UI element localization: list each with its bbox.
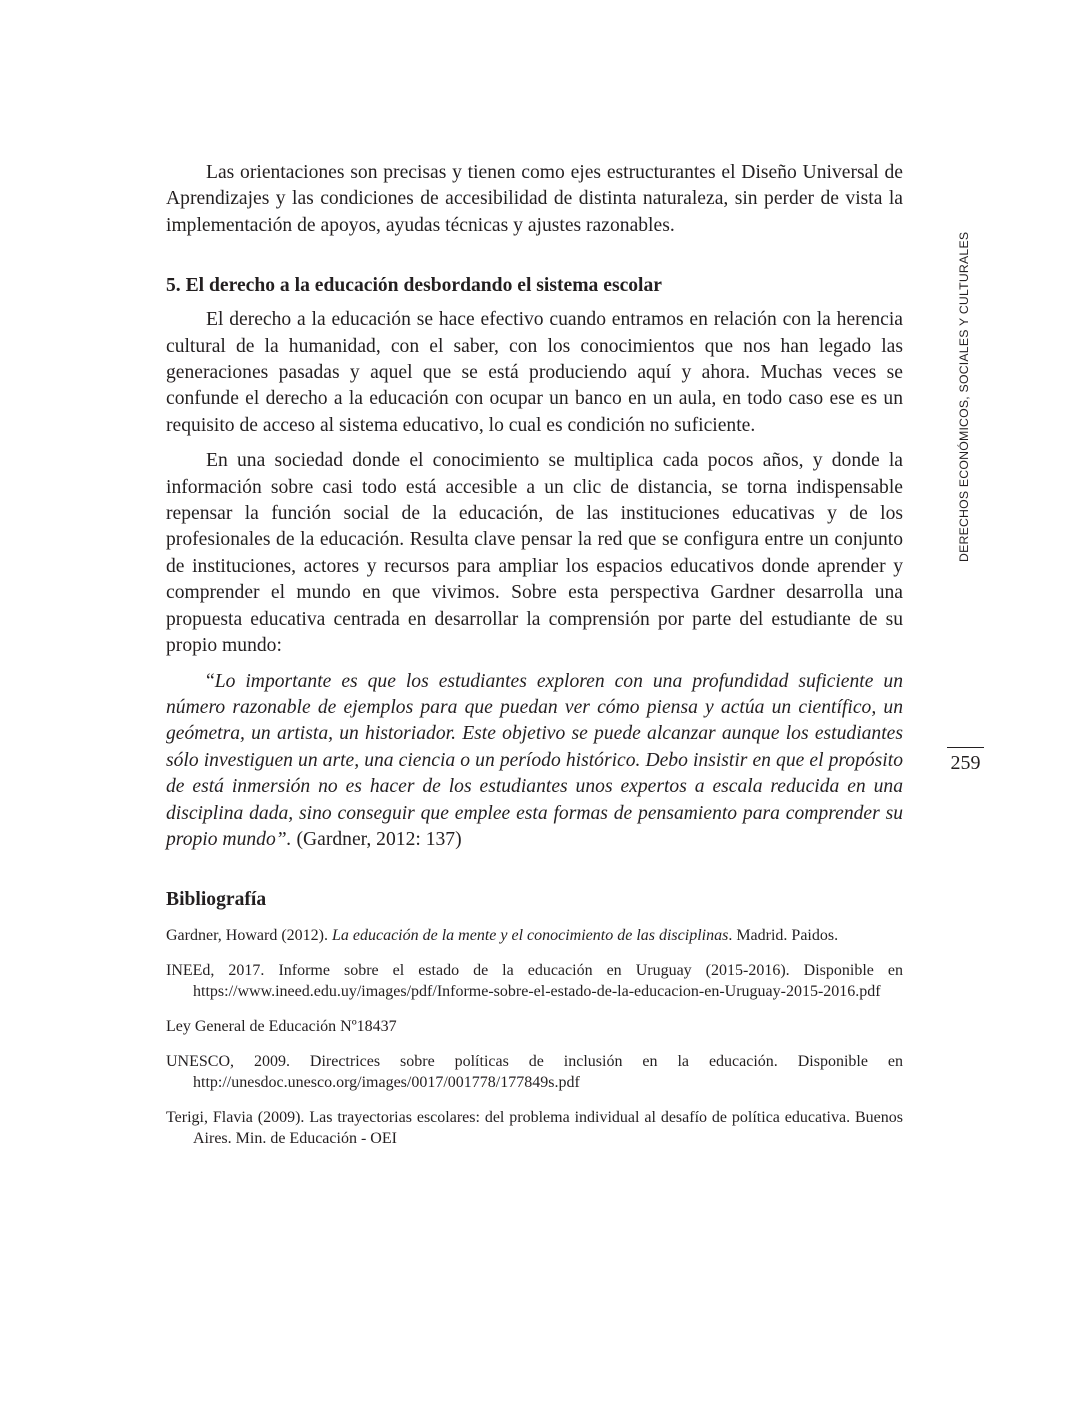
page-number-rule	[947, 747, 984, 748]
ref-author: Gardner, Howard (2012).	[166, 927, 332, 945]
bibliography-entry: Ley General de Educación Nº18437	[166, 1018, 397, 1036]
intro-paragraph: Las orientaciones son precisas y tienen como ejes estructurantes el Diseño Universal de Aprendizajes y las condiciones de accesibilidad de distinta naturaleza, sin perder de vista la implementación de apoyos, ayudas técnicas y ajustes razonables.	[166, 162, 903, 236]
bibliography-entry: UNESCO, 2009. Directrices sobre políticas de inclusión en la educación. Disponible en http://unesdoc.unesco.org/images/0017/001778/177849s.pdf	[166, 1053, 903, 1092]
bibliography-list	[166, 925, 903, 1149]
running-header-text: DERECHOS ECONÓMICOS, SOCIALES Y CULTURALES	[957, 231, 971, 562]
bibliography-heading: Bibliografía	[166, 889, 267, 911]
bibliography-entry: Terigi, Flavia (2009). Las trayectorias escolares: del problema individual al desafío de política educativa. Buenos Aires. Min. de Educación - OEI	[166, 1109, 903, 1148]
quote-open-mark: “	[206, 670, 215, 692]
main-text-block	[166, 160, 903, 1163]
page-number: 259	[950, 752, 981, 774]
section-heading: 5. El derecho a la educación desbordando el sistema escolar	[166, 275, 662, 297]
body-paragraph-2: En una sociedad donde el conocimiento se multiplica cada pocos años, y donde la información sobre casi todo está accesible a un clic de distancia, se torna indispensable repensar la función social de la educación, de las instituciones educativas y de los profesionales de la educación. Resulta clave pensar la red que se configura entre un conjunto de instituciones, actores y recursos para ampliar los espacios educativos donde aprender y comprender el mundo en que vivimos. Sobre esta perspectiva Gardner desarrolla una propuesta educativa centrada en desarrollar la comprensión por parte del estudiante de su propio mundo:	[166, 450, 903, 657]
ref-publisher: . Madrid. Paidos.	[728, 927, 839, 945]
body-paragraph-1: El derecho a la educación se hace efectivo cuando entramos en relación con la herencia cultural de la humanidad, con el saber, con los conocimientos que nos han legado las generaciones pasadas y aquel que se está produciendo aquí y ahora. Muchas veces se confunde el derecho a la educación con ocupar un banco en un aula, en todo caso ese es un requisito de acceso al sistema educativo, lo cual es condición no suficiente.	[166, 309, 903, 436]
running-header	[952, 231, 988, 562]
quote-citation: (Gardner, 2012: 137)	[291, 828, 462, 850]
ref-title: La educación de la mente y el conocimiento de las disciplinas	[331, 927, 729, 945]
quote-text: Lo importante es que los estudiantes exploren con una profundidad suficiente un número razonable de ejemplos para que puedan ver cómo piensa y actúa un científico, un geómetra, un artista, un historiador. Este objetivo se puede alcanzar aunque los estudiantes sólo investiguen un arte, una ciencia o un período histórico. Debo insistir en que el propósito de está inmersión no es hacer de los estudiantes unos expertos a escala reducida en una disciplina dada, sino conseguir que emplee esta formas de pensamiento para comprender su propio mundo”.	[166, 670, 903, 850]
bibliography-entry	[166, 925, 903, 946]
bibliography-entry: INEEd, 2017. Informe sobre el estado de la educación en Uruguay (2015-2016). Disponible en https://www.ineed.edu.uy/images/pdf/Informe-sobre-el-estado-de-la-educacion-en-Uruguay-2015-2016.pdf	[166, 962, 903, 1001]
quote-paragraph	[166, 669, 903, 854]
